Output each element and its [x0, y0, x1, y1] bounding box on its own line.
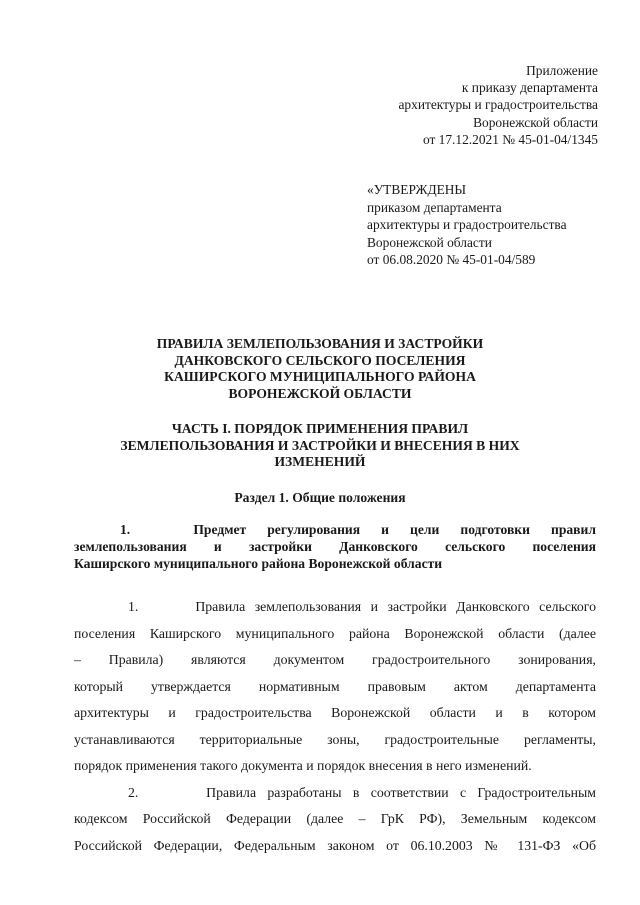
paragraph-line: архитектуры и градостроительства Воронежской области и в котором [74, 705, 596, 720]
appendix-line: Воронежской области [473, 114, 598, 130]
part-heading-line: ЗЕМЛЕПОЛЬЗОВАНИЯ И ЗАСТРОЙКИ И ВНЕСЕНИЯ В НИХ [120, 437, 520, 453]
part-heading-line: ЧАСТЬ I. ПОРЯДОК ПРИМЕНЕНИЯ ПРАВИЛ [171, 421, 469, 436]
subsection-line: землепользования и застройки Данковского сельского поселения [74, 538, 596, 554]
subsection-heading [74, 522, 596, 572]
paragraph-line: Российской Федерации, Федеральным законом от 06.10.2003 № 131-ФЗ «Об [74, 837, 596, 853]
part-heading-line: ИЗМЕНЕНИЙ [274, 454, 366, 470]
approval-line: приказом департамента [367, 199, 502, 215]
appendix-line: архитектуры и градостроительства [398, 97, 598, 113]
approval-line: Воронежской области [367, 234, 492, 250]
subsection-line: 1. Предмет регулирования и цели подготовки правил [120, 522, 596, 537]
paragraph-line: кодексом Российской Федерации (далее – ГрК РФ), Земельным кодексом [74, 811, 596, 826]
approval-line: архитектуры и градостроительства [367, 217, 567, 232]
paragraph-line: который утверждается нормативным правовым актом департамента [74, 678, 596, 694]
subsection-line: Каширского муниципального района Воронежской области [74, 555, 443, 571]
title-line: ДАНКОВСКОГО СЕЛЬСКОГО ПОСЕЛЕНИЯ [174, 352, 466, 368]
appendix-line: к приказу департамента [461, 80, 598, 96]
paragraph-line: устанавливаются территориальные зоны, градостроительные регламенты, [74, 731, 596, 747]
part-heading [100, 421, 540, 471]
document-title [100, 336, 540, 402]
appendix-line: от 17.12.2021 № 45-01-04/1345 [422, 131, 598, 147]
section-heading [100, 490, 540, 507]
paragraph-line: 1. Правила землепользования и застройки Данковского сельского [128, 599, 596, 614]
title-line: КАШИРСКОГО МУНИЦИПАЛЬНОГО РАЙОНА [164, 369, 476, 385]
paragraph-line: – Правила) являются документом градостроительного зонирования, [74, 652, 596, 667]
paragraph-line: порядок применения такого документа и порядок внесения в него изменений. [74, 758, 532, 773]
paragraph-line: 2. Правила разработаны в соответствии с Градостроительным [128, 784, 596, 800]
paragraph-line: поселения Каширского муниципального района Воронежской области (далее [74, 625, 596, 641]
approval-line: «УТВЕРЖДЕНЫ [367, 182, 467, 197]
body-text [74, 594, 596, 859]
approval-stamp-block [367, 181, 567, 269]
title-line: ВОРОНЕЖСКОЙ ОБЛАСТИ [228, 385, 412, 401]
title-line: ПРАВИЛА ЗЕМЛЕПОЛЬЗОВАНИЯ И ЗАСТРОЙКИ [156, 336, 484, 351]
approval-line: от 06.08.2020 № 45-01-04/589 [367, 252, 536, 267]
appendix-line: Приложение [526, 63, 598, 78]
appendix-reference-block [398, 62, 598, 148]
section-heading-text: Раздел 1. Общие положения [234, 490, 406, 505]
